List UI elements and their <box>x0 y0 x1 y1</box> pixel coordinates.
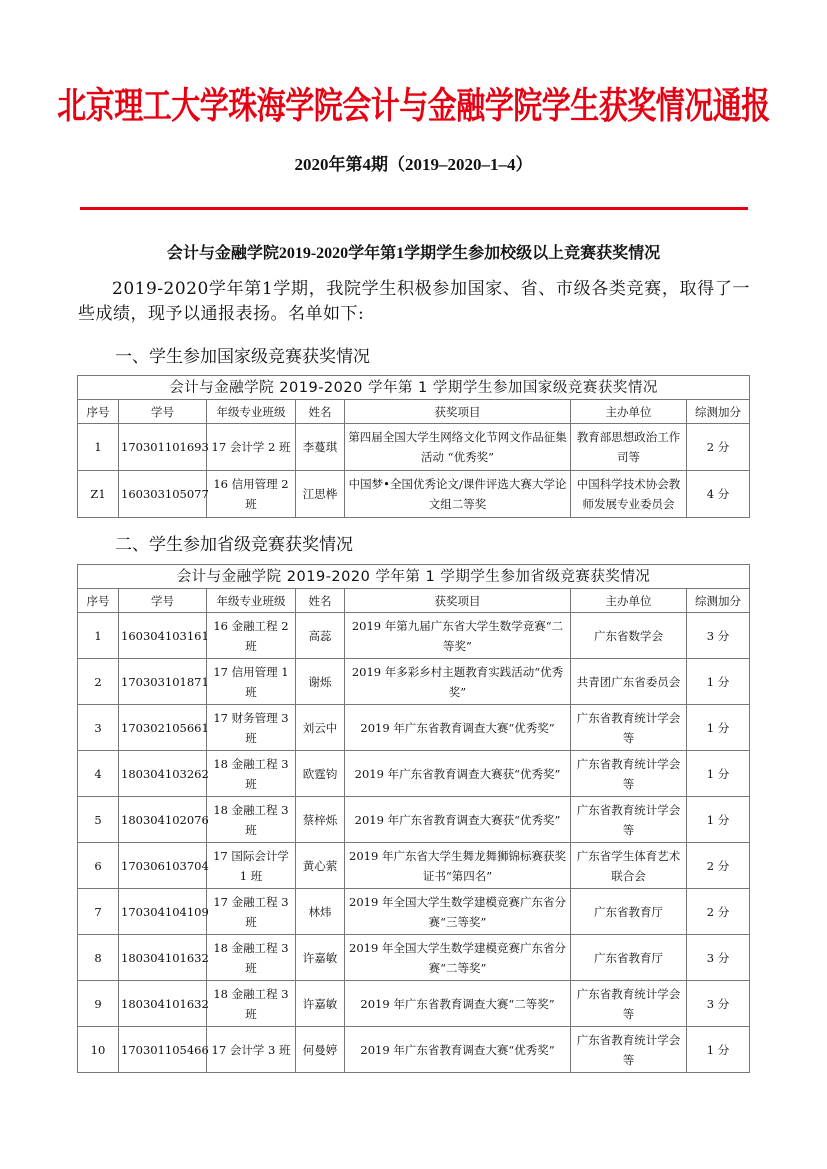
cell-student-id: 170304104109 <box>119 889 207 935</box>
cell-no: 1 <box>78 424 119 471</box>
cell-points: 2 分 <box>687 843 750 889</box>
cell-name: 林炜 <box>296 889 345 935</box>
cell-no: 7 <box>78 889 119 935</box>
cell-name: 蔡梓烁 <box>296 797 345 843</box>
cell-no: 6 <box>78 843 119 889</box>
province-awards-table <box>77 564 750 1073</box>
cell-name: 刘云中 <box>296 705 345 751</box>
table-caption: 会计与金融学院 2019-2020 学年第 1 学期学生参加省级竞赛获奖情况 <box>78 565 750 589</box>
col-header-name: 姓名 <box>296 589 345 613</box>
cell-award: 2019 年多彩乡村主题教育实践活动“优秀奖” <box>345 659 571 705</box>
cell-class: 17 金融工程 3 班 <box>207 889 296 935</box>
cell-student-id: 180304102076 <box>119 797 207 843</box>
col-header-class: 年级专业班级 <box>207 589 296 613</box>
cell-no: 9 <box>78 981 119 1027</box>
col-header-no: 序号 <box>78 400 119 424</box>
section-heading-province: 二、学生参加省级竞赛获奖情况 <box>115 535 353 555</box>
col-header-no: 序号 <box>78 589 119 613</box>
cell-name: 欧霆钧 <box>296 751 345 797</box>
cell-organizer: 广东省教育统计学会等 <box>571 751 687 797</box>
cell-points: 2 分 <box>687 889 750 935</box>
cell-award: 第四届全国大学生网络文化节网文作品征集活动 “优秀奖” <box>345 424 571 471</box>
cell-class: 17 国际会计学 1 班 <box>207 843 296 889</box>
cell-no: 2 <box>78 659 119 705</box>
cell-award: 2019 年全国大学生数学建模竞赛广东省分赛“二等奖” <box>345 935 571 981</box>
cell-points: 1 分 <box>687 705 750 751</box>
cell-no: 10 <box>78 1027 119 1073</box>
cell-name: 许嘉敏 <box>296 935 345 981</box>
cell-class: 17 财务管理 3 班 <box>207 705 296 751</box>
cell-award: 2019 年广东省教育调查大赛获“优秀奖” <box>345 751 571 797</box>
cell-points: 4 分 <box>687 471 750 518</box>
cell-name: 黄心萦 <box>296 843 345 889</box>
cell-no: 4 <box>78 751 119 797</box>
cell-points: 3 分 <box>687 613 750 659</box>
col-header-student-id: 学号 <box>119 400 207 424</box>
cell-points: 3 分 <box>687 935 750 981</box>
table-row <box>78 424 750 471</box>
intro-paragraph: 2019-2020学年第1学期，我院学生积极参加国家、省、市级各类竞赛，取得了一些成绩，现予以通报表扬。名单如下: <box>78 279 750 324</box>
cell-award: 中国梦•全国优秀论文/课件评选大赛大学论文组二等奖 <box>345 471 571 518</box>
cell-name: 江思桦 <box>296 471 345 518</box>
cell-award: 2019 年广东省大学生舞龙舞狮锦标赛获奖证书“第四名” <box>345 843 571 889</box>
col-header-student-id: 学号 <box>119 589 207 613</box>
cell-organizer: 广东省教育统计学会等 <box>571 705 687 751</box>
cell-organizer: 中国科学技术协会教师发展专业委员会 <box>571 471 687 518</box>
cell-student-id: 160303105077 <box>119 471 207 518</box>
cell-name: 何曼婷 <box>296 1027 345 1073</box>
cell-student-id: 160304103161 <box>119 613 207 659</box>
cell-name: 李蔓琪 <box>296 424 345 471</box>
table-header-row <box>78 400 750 424</box>
cell-class: 17 会计学 3 班 <box>207 1027 296 1073</box>
cell-class: 16 信用管理 2 班 <box>207 471 296 518</box>
cell-no: 3 <box>78 705 119 751</box>
cell-class: 17 信用管理 1 班 <box>207 659 296 705</box>
cell-no: 8 <box>78 935 119 981</box>
table-caption-row <box>78 565 750 589</box>
cell-name: 谢烁 <box>296 659 345 705</box>
table-caption: 会计与金融学院 2019-2020 学年第 1 学期学生参加国家级竞赛获奖情况 <box>78 376 750 400</box>
col-header-award: 获奖项目 <box>345 400 571 424</box>
cell-award: 2019 年第九届广东省大学生数学竞赛“二等奖” <box>345 613 571 659</box>
document-title: 北京理工大学珠海学院会计与金融学院学生获奖情况通报 <box>57 84 770 127</box>
cell-organizer: 广东省教育统计学会等 <box>571 981 687 1027</box>
col-header-organizer: 主办单位 <box>571 400 687 424</box>
cell-organizer: 广东省数学会 <box>571 613 687 659</box>
cell-award: 2019 年广东省教育调查大赛“优秀奖” <box>345 1027 571 1073</box>
cell-organizer: 广东省学生体育艺术联合会 <box>571 843 687 889</box>
cell-student-id: 170301101693 <box>119 424 207 471</box>
cell-award: 2019 年广东省教育调查大赛“优秀奖” <box>345 705 571 751</box>
national-awards-table <box>77 375 750 518</box>
issue-number: 2020年第4期（2019–2020–1–4） <box>294 155 533 174</box>
cell-award: 2019 年全国大学生数学建模竞赛广东省分赛“三等奖” <box>345 889 571 935</box>
cell-student-id: 170301105466 <box>119 1027 207 1073</box>
cell-student-id: 180304101632 <box>119 935 207 981</box>
section-heading-national: 一、学生参加国家级竞赛获奖情况 <box>115 347 370 367</box>
cell-points: 1 分 <box>687 1027 750 1073</box>
table-row <box>78 751 750 797</box>
table-row <box>78 471 750 518</box>
table-row <box>78 613 750 659</box>
cell-organizer: 教育部思想政治工作司等 <box>571 424 687 471</box>
cell-organizer: 广东省教育统计学会等 <box>571 797 687 843</box>
table-row <box>78 981 750 1027</box>
cell-organizer: 广东省教育统计学会等 <box>571 1027 687 1073</box>
cell-student-id: 180304101632 <box>119 981 207 1027</box>
cell-class: 17 会计学 2 班 <box>207 424 296 471</box>
cell-no: 1 <box>78 613 119 659</box>
cell-points: 1 分 <box>687 659 750 705</box>
table-row <box>78 1027 750 1073</box>
cell-points: 2 分 <box>687 424 750 471</box>
cell-student-id: 170302105661 <box>119 705 207 751</box>
table-header-row <box>78 589 750 613</box>
col-header-award: 获奖项目 <box>345 589 571 613</box>
col-header-points: 综测加分 <box>687 589 750 613</box>
table-row <box>78 889 750 935</box>
cell-class: 18 金融工程 3 班 <box>207 981 296 1027</box>
cell-points: 1 分 <box>687 797 750 843</box>
cell-points: 1 分 <box>687 751 750 797</box>
cell-organizer: 共青团广东省委员会 <box>571 659 687 705</box>
table-row <box>78 659 750 705</box>
cell-award: 2019 年广东省教育调查大赛“二等奖” <box>345 981 571 1027</box>
cell-organizer: 广东省教育厅 <box>571 889 687 935</box>
cell-name: 高蕊 <box>296 613 345 659</box>
cell-student-id: 170303101871 <box>119 659 207 705</box>
table-row <box>78 843 750 889</box>
col-header-points: 综测加分 <box>687 400 750 424</box>
table-row <box>78 935 750 981</box>
cell-organizer: 广东省教育厅 <box>571 935 687 981</box>
cell-class: 18 金融工程 3 班 <box>207 797 296 843</box>
red-divider <box>80 207 748 210</box>
cell-award: 2019 年广东省教育调查大赛获“优秀奖” <box>345 797 571 843</box>
report-subtitle: 会计与金融学院2019-2020学年第1学期学生参加校级以上竞赛获奖情况 <box>166 245 661 262</box>
cell-class: 16 金融工程 2 班 <box>207 613 296 659</box>
cell-name: 许嘉敏 <box>296 981 345 1027</box>
cell-points: 3 分 <box>687 981 750 1027</box>
col-header-organizer: 主办单位 <box>571 589 687 613</box>
cell-no: Z1 <box>78 471 119 518</box>
cell-student-id: 180304103262 <box>119 751 207 797</box>
col-header-class: 年级专业班级 <box>207 400 296 424</box>
province-rows <box>78 613 750 1073</box>
table-row <box>78 797 750 843</box>
table-caption-row <box>78 376 750 400</box>
cell-student-id: 170306103704 <box>119 843 207 889</box>
cell-class: 18 金融工程 3 班 <box>207 751 296 797</box>
table-row <box>78 705 750 751</box>
col-header-name: 姓名 <box>296 400 345 424</box>
cell-class: 18 金融工程 3 班 <box>207 935 296 981</box>
cell-no: 5 <box>78 797 119 843</box>
